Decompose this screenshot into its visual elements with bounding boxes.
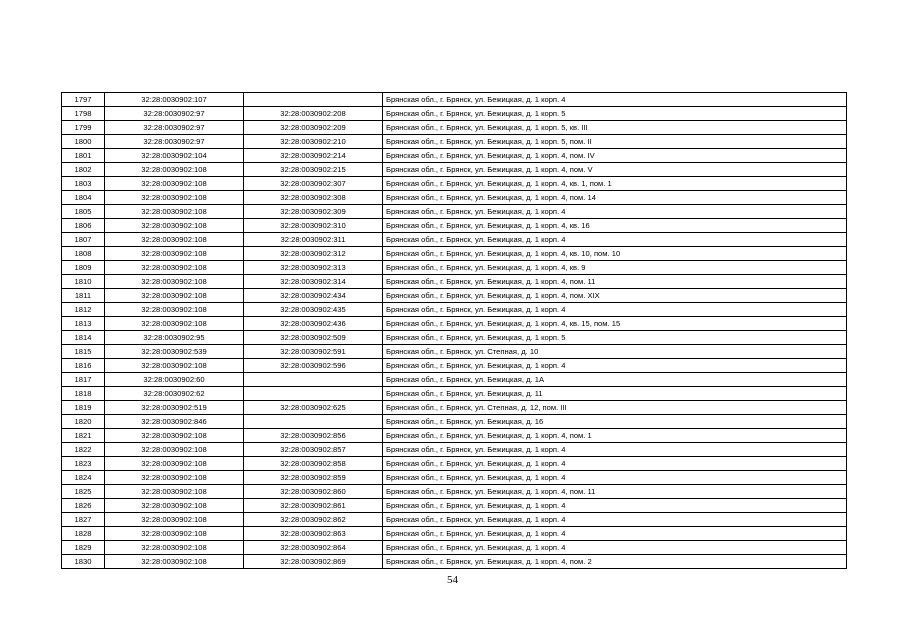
parent-cadastral-number-cell: 32:28:0030902:97 [105,107,244,121]
address-cell: Брянская обл., г. Брянск, ул. Бежицкая, д. 1 корп. 4 [383,359,847,373]
row-number-cell: 1813 [62,317,105,331]
table-row [62,513,847,527]
parent-cadastral-number-cell: 32:28:0030902:108 [105,303,244,317]
cadastral-number-cell: 32:28:0030902:625 [244,401,383,415]
row-number-cell: 1808 [62,247,105,261]
parent-cadastral-number-cell: 32:28:0030902:62 [105,387,244,401]
page-number: 54 [447,574,458,586]
table-row [62,121,847,135]
table-row [62,149,847,163]
address-cell: Брянская обл., г. Брянск, ул. Бежицкая, д. 1 корп. 4, пом. 11 [383,275,847,289]
registry-table-body [62,93,847,569]
cadastral-number-cell: 32:28:0030902:861 [244,499,383,513]
cadastral-number-cell: 32:28:0030902:869 [244,555,383,569]
cadastral-number-cell: 32:28:0030902:434 [244,289,383,303]
parent-cadastral-number-cell: 32:28:0030902:108 [105,219,244,233]
row-number-cell: 1798 [62,107,105,121]
table-row [62,247,847,261]
cadastral-number-cell [244,415,383,429]
address-cell: Брянская обл., г. Брянск, ул. Бежицкая, д. 1 корп. 5, кв. III [383,121,847,135]
table-row [62,93,847,107]
table-row [62,527,847,541]
parent-cadastral-number-cell: 32:28:0030902:108 [105,359,244,373]
row-number-cell: 1805 [62,205,105,219]
row-number-cell: 1811 [62,289,105,303]
cadastral-number-cell: 32:28:0030902:214 [244,149,383,163]
cadastral-number-cell [244,93,383,107]
address-cell: Брянская обл., г. Брянск, ул. Бежицкая, д. 1 корп. 4, пом. XIX [383,289,847,303]
table-row [62,387,847,401]
row-number-cell: 1825 [62,485,105,499]
parent-cadastral-number-cell: 32:28:0030902:108 [105,275,244,289]
cadastral-number-cell: 32:28:0030902:864 [244,541,383,555]
cadastral-number-cell: 32:28:0030902:859 [244,471,383,485]
parent-cadastral-number-cell: 32:28:0030902:108 [105,233,244,247]
table-row [62,303,847,317]
table-row [62,135,847,149]
cadastral-number-cell: 32:28:0030902:596 [244,359,383,373]
address-cell: Брянская обл., г. Брянск, ул. Бежицкая, д. 1 корп. 4, кв. 9 [383,261,847,275]
parent-cadastral-number-cell: 32:28:0030902:108 [105,499,244,513]
row-number-cell: 1814 [62,331,105,345]
address-cell: Брянская обл., г. Брянск, ул. Бежицкая, д. 1 корп. 4 [383,471,847,485]
parent-cadastral-number-cell: 32:28:0030902:846 [105,415,244,429]
cadastral-number-cell: 32:28:0030902:435 [244,303,383,317]
cadastral-number-cell: 32:28:0030902:436 [244,317,383,331]
table-row [62,373,847,387]
table-row [62,359,847,373]
table-row [62,457,847,471]
table-row [62,485,847,499]
row-number-cell: 1809 [62,261,105,275]
address-cell: Брянская обл., г. Брянск, ул. Бежицкая, д. 1 корп. 4 [383,513,847,527]
row-number-cell: 1802 [62,163,105,177]
address-cell: Брянская обл., г. Брянск, ул. Степная, д. 12, пом. III [383,401,847,415]
table-row [62,499,847,513]
row-number-cell: 1826 [62,499,105,513]
parent-cadastral-number-cell: 32:28:0030902:108 [105,555,244,569]
cadastral-number-cell: 32:28:0030902:857 [244,443,383,457]
table-row [62,205,847,219]
address-cell: Брянская обл., г. Брянск, ул. Бежицкая, д. 1 корп. 5 [383,107,847,121]
parent-cadastral-number-cell: 32:28:0030902:107 [105,93,244,107]
row-number-cell: 1815 [62,345,105,359]
parent-cadastral-number-cell: 32:28:0030902:108 [105,541,244,555]
row-number-cell: 1806 [62,219,105,233]
parent-cadastral-number-cell: 32:28:0030902:95 [105,331,244,345]
cadastral-number-cell: 32:28:0030902:310 [244,219,383,233]
row-number-cell: 1822 [62,443,105,457]
parent-cadastral-number-cell: 32:28:0030902:519 [105,401,244,415]
row-number-cell: 1829 [62,541,105,555]
table-row [62,471,847,485]
table-row [62,541,847,555]
cadastral-number-cell: 32:28:0030902:856 [244,429,383,443]
row-number-cell: 1823 [62,457,105,471]
row-number-cell: 1824 [62,471,105,485]
cadastral-number-cell: 32:28:0030902:860 [244,485,383,499]
parent-cadastral-number-cell: 32:28:0030902:108 [105,457,244,471]
parent-cadastral-number-cell: 32:28:0030902:108 [105,261,244,275]
table-row [62,317,847,331]
table-row [62,289,847,303]
row-number-cell: 1797 [62,93,105,107]
parent-cadastral-number-cell: 32:28:0030902:539 [105,345,244,359]
parent-cadastral-number-cell: 32:28:0030902:104 [105,149,244,163]
table-row [62,443,847,457]
cadastral-number-cell [244,373,383,387]
parent-cadastral-number-cell: 32:28:0030902:108 [105,247,244,261]
parent-cadastral-number-cell: 32:28:0030902:108 [105,443,244,457]
table-row [62,219,847,233]
address-cell: Брянская обл., г. Брянск, ул. Бежицкая, д. 1 корп. 5 [383,331,847,345]
address-cell: Брянская обл., г. Брянск, ул. Бежицкая, д. 1А [383,373,847,387]
cadastral-number-cell: 32:28:0030902:863 [244,527,383,541]
table-row [62,233,847,247]
cadastral-number-cell [244,387,383,401]
parent-cadastral-number-cell: 32:28:0030902:108 [105,205,244,219]
cadastral-number-cell: 32:28:0030902:210 [244,135,383,149]
address-cell: Брянская обл., г. Брянск, ул. Бежицкая, д. 1 корп. 4 [383,499,847,513]
row-number-cell: 1821 [62,429,105,443]
address-cell: Брянская обл., г. Брянск, ул. Бежицкая, д. 1 корп. 4 [383,303,847,317]
address-cell: Брянская обл., г. Брянск, ул. Бежицкая, д. 1 корп. 5, пом. II [383,135,847,149]
row-number-cell: 1800 [62,135,105,149]
address-cell: Брянская обл., г. Брянск, ул. Бежицкая, д. 16 [383,415,847,429]
address-cell: Брянская обл., г. Брянск, ул. Бежицкая, д. 1 корп. 4, пом. 14 [383,191,847,205]
parent-cadastral-number-cell: 32:28:0030902:108 [105,163,244,177]
address-cell: Брянская обл., г. Брянск, ул. Бежицкая, д. 1 корп. 4 [383,443,847,457]
cadastral-number-cell: 32:28:0030902:862 [244,513,383,527]
cadastral-number-cell: 32:28:0030902:314 [244,275,383,289]
table-row [62,107,847,121]
row-number-cell: 1801 [62,149,105,163]
parent-cadastral-number-cell: 32:28:0030902:97 [105,135,244,149]
address-cell: Брянская обл., г. Брянск, ул. Бежицкая, д. 1 корп. 4, пом. V [383,163,847,177]
cadastral-number-cell: 32:28:0030902:309 [244,205,383,219]
parent-cadastral-number-cell: 32:28:0030902:97 [105,121,244,135]
registry-table [61,92,847,569]
table-row [62,163,847,177]
cadastral-number-cell: 32:28:0030902:311 [244,233,383,247]
row-number-cell: 1799 [62,121,105,135]
cadastral-number-cell: 32:28:0030902:313 [244,261,383,275]
row-number-cell: 1810 [62,275,105,289]
address-cell: Брянская обл., г. Брянск, ул. Бежицкая, д. 1 корп. 4, кв. 10, пом. 10 [383,247,847,261]
table-row [62,555,847,569]
cadastral-number-cell: 32:28:0030902:858 [244,457,383,471]
table-row [62,415,847,429]
parent-cadastral-number-cell: 32:28:0030902:108 [105,429,244,443]
row-number-cell: 1817 [62,373,105,387]
row-number-cell: 1819 [62,401,105,415]
row-number-cell: 1816 [62,359,105,373]
row-number-cell: 1818 [62,387,105,401]
cadastral-number-cell: 32:28:0030902:591 [244,345,383,359]
parent-cadastral-number-cell: 32:28:0030902:108 [105,191,244,205]
address-cell: Брянская обл., г. Брянск, ул. Бежицкая, д. 1 корп. 4 [383,205,847,219]
address-cell: Брянская обл., г. Брянск, ул. Бежицкая, д. 11 [383,387,847,401]
address-cell: Брянская обл., г. Брянск, ул. Бежицкая, д. 1 корп. 4, кв. 1, пом. 1 [383,177,847,191]
row-number-cell: 1830 [62,555,105,569]
table-row [62,331,847,345]
table-row [62,429,847,443]
row-number-cell: 1804 [62,191,105,205]
address-cell: Брянская обл., г. Брянск, ул. Бежицкая, д. 1 корп. 4, пом. IV [383,149,847,163]
table-row [62,275,847,289]
parent-cadastral-number-cell: 32:28:0030902:108 [105,513,244,527]
parent-cadastral-number-cell: 32:28:0030902:60 [105,373,244,387]
parent-cadastral-number-cell: 32:28:0030902:108 [105,177,244,191]
table-row [62,345,847,359]
parent-cadastral-number-cell: 32:28:0030902:108 [105,289,244,303]
row-number-cell: 1807 [62,233,105,247]
table-row [62,191,847,205]
cadastral-number-cell: 32:28:0030902:209 [244,121,383,135]
address-cell: Брянская обл., г. Брянск, ул. Бежицкая, д. 1 корп. 4 [383,233,847,247]
parent-cadastral-number-cell: 32:28:0030902:108 [105,485,244,499]
address-cell: Брянская обл., г. Брянск, ул. Бежицкая, д. 1 корп. 4 [383,93,847,107]
row-number-cell: 1828 [62,527,105,541]
address-cell: Брянская обл., г. Брянск, ул. Бежицкая, д. 1 корп. 4, кв. 16 [383,219,847,233]
cadastral-number-cell: 32:28:0030902:208 [244,107,383,121]
row-number-cell: 1827 [62,513,105,527]
cadastral-number-cell: 32:28:0030902:312 [244,247,383,261]
cadastral-number-cell: 32:28:0030902:307 [244,177,383,191]
address-cell: Брянская обл., г. Брянск, ул. Бежицкая, д. 1 корп. 4, кв. 15, пом. 15 [383,317,847,331]
row-number-cell: 1803 [62,177,105,191]
table-row [62,261,847,275]
row-number-cell: 1820 [62,415,105,429]
cadastral-number-cell: 32:28:0030902:215 [244,163,383,177]
parent-cadastral-number-cell: 32:28:0030902:108 [105,471,244,485]
parent-cadastral-number-cell: 32:28:0030902:108 [105,527,244,541]
cadastral-number-cell: 32:28:0030902:308 [244,191,383,205]
table-row [62,401,847,415]
address-cell: Брянская обл., г. Брянск, ул. Бежицкая, д. 1 корп. 4, пом. 11 [383,485,847,499]
table-row [62,177,847,191]
address-cell: Брянская обл., г. Брянск, ул. Бежицкая, д. 1 корп. 4 [383,527,847,541]
cadastral-number-cell: 32:28:0030902:509 [244,331,383,345]
parent-cadastral-number-cell: 32:28:0030902:108 [105,317,244,331]
row-number-cell: 1812 [62,303,105,317]
address-cell: Брянская обл., г. Брянск, ул. Степная, д. 10 [383,345,847,359]
address-cell: Брянская обл., г. Брянск, ул. Бежицкая, д. 1 корп. 4 [383,457,847,471]
address-cell: Брянская обл., г. Брянск, ул. Бежицкая, д. 1 корп. 4, пом. 2 [383,555,847,569]
address-cell: Брянская обл., г. Брянск, ул. Бежицкая, д. 1 корп. 4 [383,541,847,555]
address-cell: Брянская обл., г. Брянск, ул. Бежицкая, д. 1 корп. 4, пом. 1 [383,429,847,443]
